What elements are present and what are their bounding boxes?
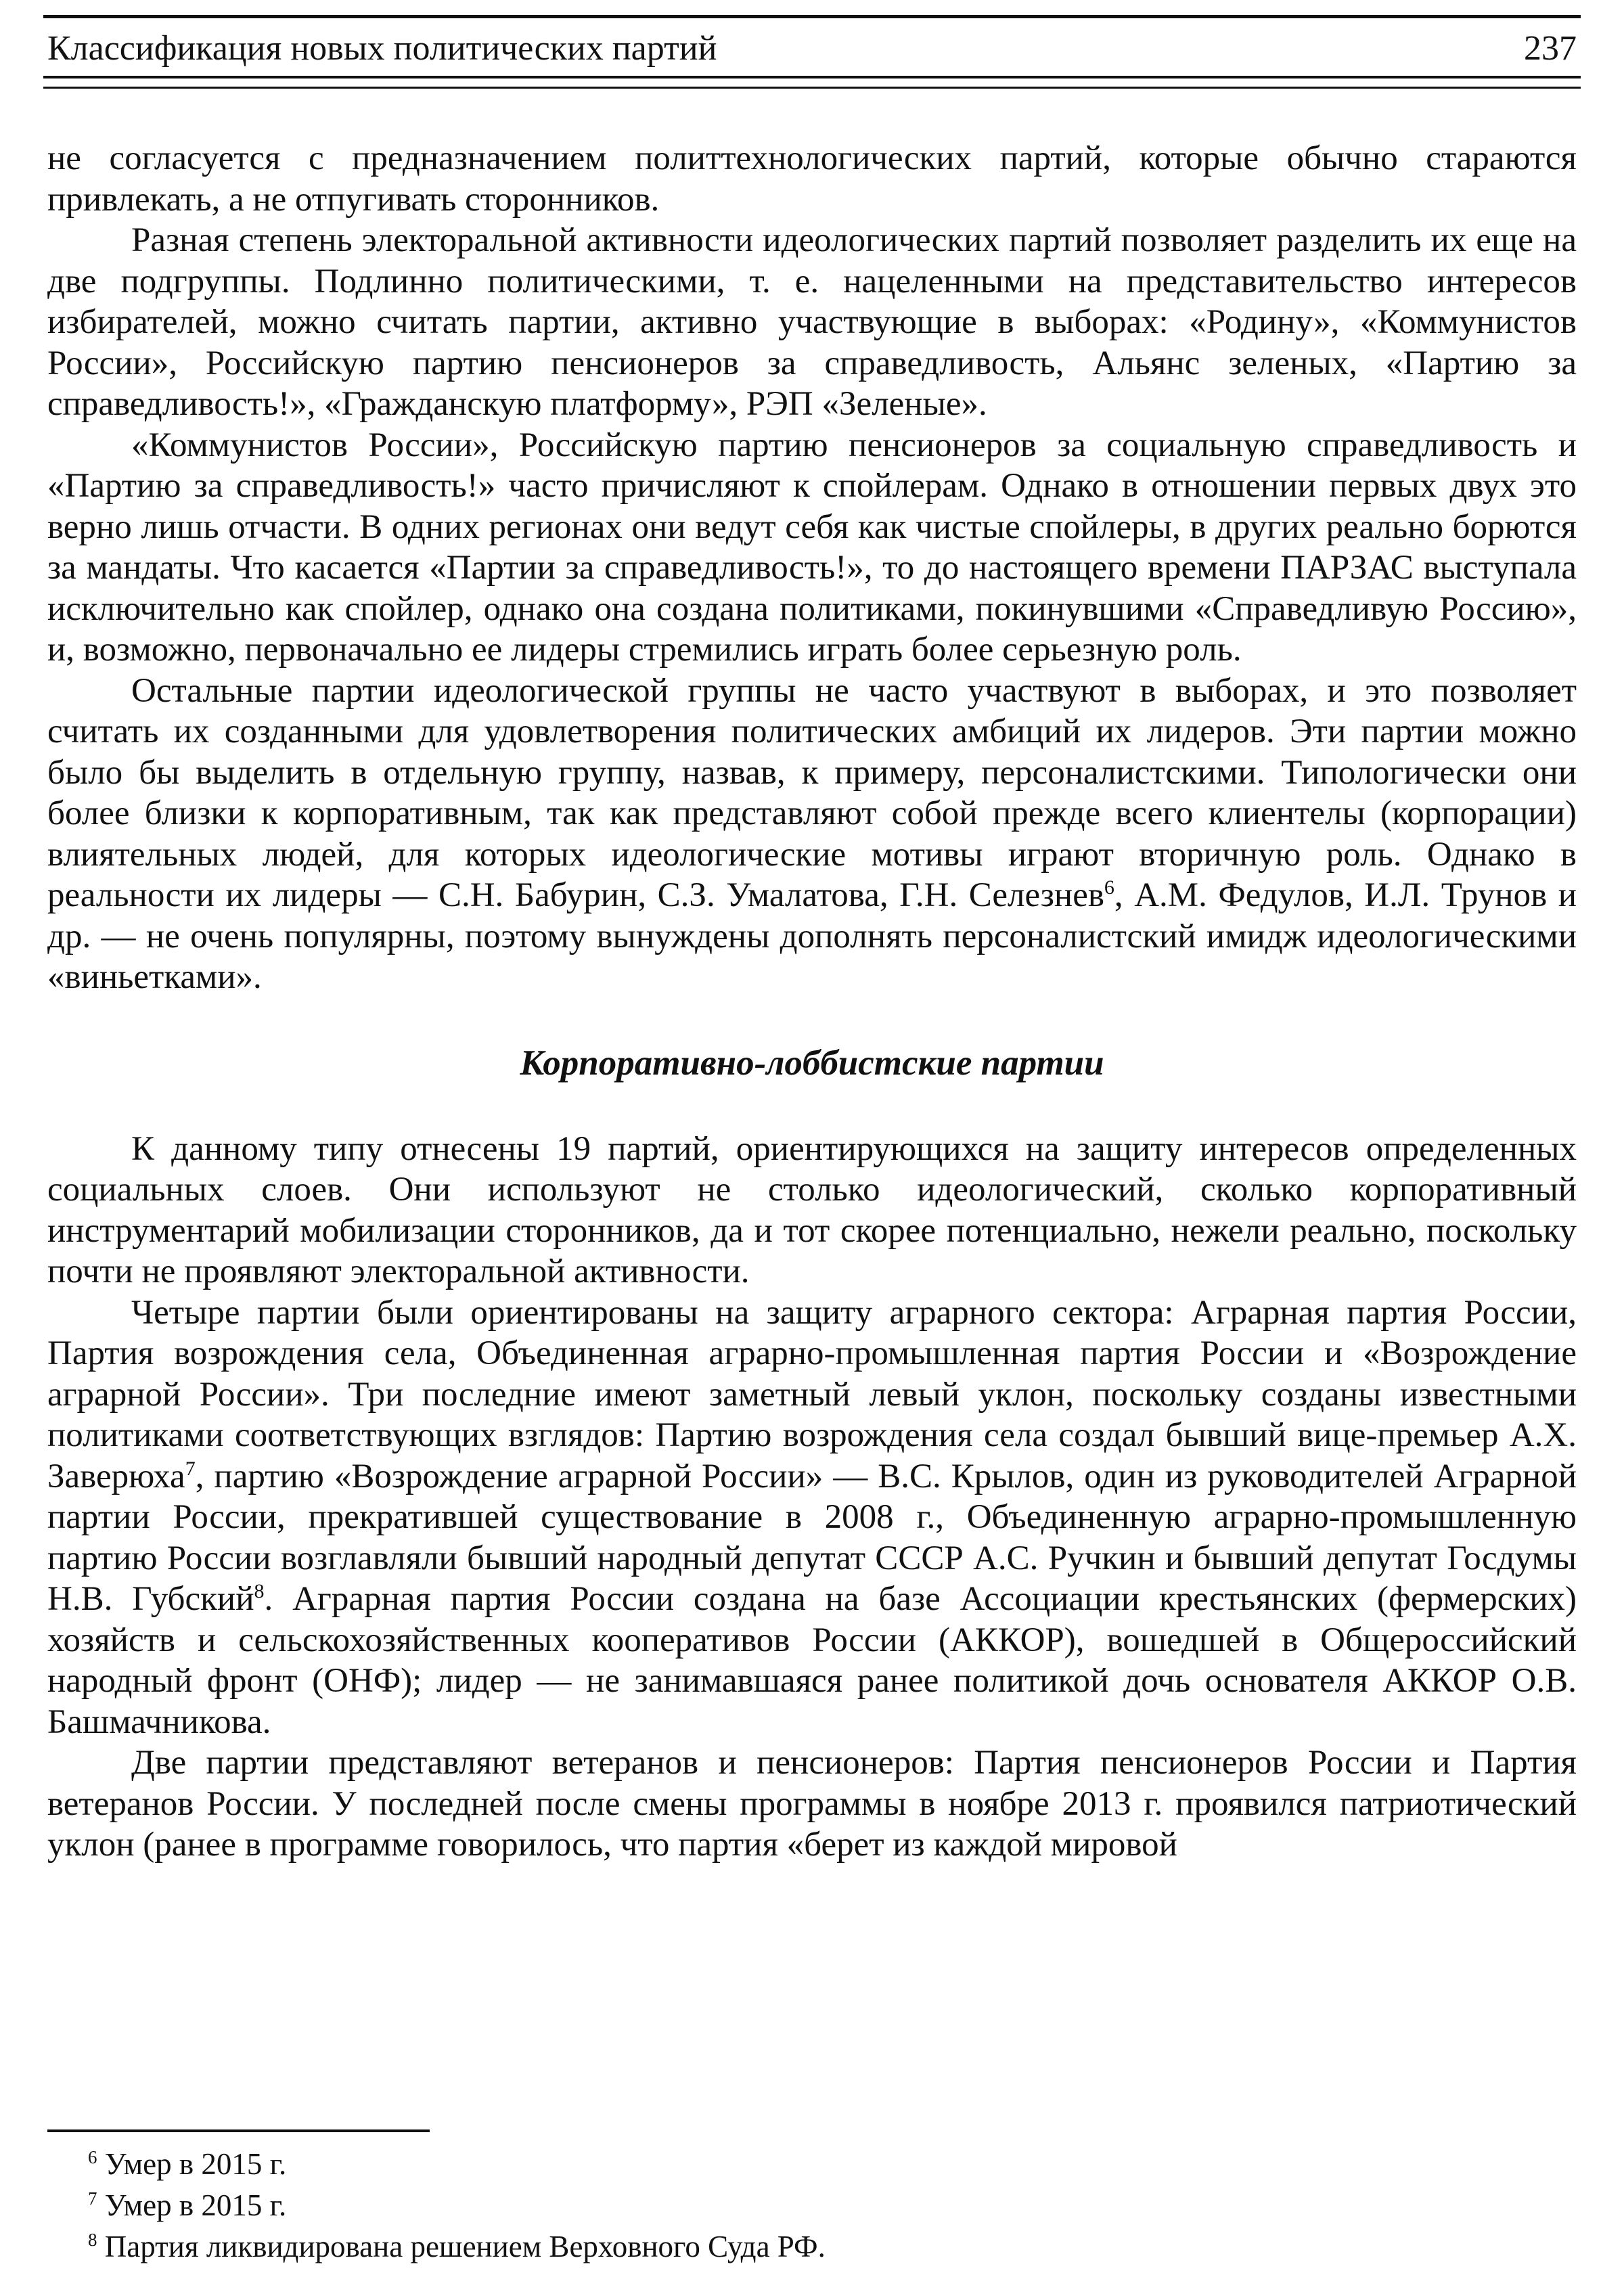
footnote-ref-7[interactable]: 7 [185, 1457, 196, 1480]
paragraph-text: Остальные партии идеологической группы не часто участвуют в выборах, и это позволяет считать их созданными для удовлетворения политических амбиций их лидеров. Эти партии можно было бы выделить в отдельную группу, назвав, к примеру, персоналистскими. Типологически они более близки к корпоративным, так как представляют собой прежде всего клиентелы (корпорации) влиятельных людей, для которых идеологические мотивы играют вторичную роль. Однако в реальности их лидеры — С.Н. Бабурин, С.З. Умалатова, Г.Н. Селезнев [47, 671, 1577, 914]
section-heading: Корпоративно-лоббистские партии [520, 1043, 1104, 1083]
footnote-mark: 6 [88, 2147, 97, 2167]
footnote-6 [88, 2144, 1577, 2185]
paragraph-text: , партию «Возрождение аграрной России» — В.С. Крылов, один из руководителей Аграрной партии России, прекратившей существование в 2008 г., Объединенную аграрно-промышленную партию России возглавляли бывший народный депутат СССР А.С. Ручкин и бывший депутат Госдумы Н.В. Губский [47, 1457, 1577, 1618]
footnotes [88, 2144, 1577, 2268]
paragraph-text: . Аграрная партия России создана на базе Ассоциации крестьянских (фермерских) хозяйств и сельскохозяйственных кооперативов России (АККОР), вошедшей в Общероссийский народный фронт (ОНФ); лидер — не занимавшаяся ранее политикой дочь основателя АККОР О.В. Башмачникова. [47, 1580, 1577, 1741]
footnote-ref-8[interactable]: 8 [254, 1580, 265, 1602]
running-head [47, 27, 1577, 70]
footnote-text: Партия ликвидирована решением Верховного Суда РФ. [97, 2230, 826, 2263]
paragraph-agrarian-parties [47, 1292, 1577, 1743]
paragraph-personalist-parties [47, 671, 1577, 998]
footnote-mark: 8 [88, 2230, 97, 2250]
paragraph-spoilers: «Коммунистов России», Российскую партию пенсионеров за социальную справедливость и «Партию за справедливость!» часто причисляют к спойлерам. Однако в отношении первых двух это верно лишь отчасти. В одних регионах они ведут себя как чистые спойлеры, в других реально борются за мандаты. Что касается «Партии за справедливость!», то до настоящего времени ПАРЗАС выступала исключительно как спойлер, однако она создана политиками, покинувшими «Справедливую Россию», и, возможно, первоначально ее лидеры стремились играть более серьезную роль. [47, 426, 1577, 669]
body-text [47, 138, 1577, 1866]
running-title: Классификация новых политических партий [47, 29, 717, 68]
page-number: 237 [1524, 29, 1577, 68]
footnote-7 [88, 2185, 1577, 2226]
header-rule-top [43, 15, 1581, 18]
paragraph-veterans-pensioners: Две партии представляют ветеранов и пенсионеров: Партия пенсионеров России и Партия ветеранов России. У последней после смены программы в ноябре 2013 г. проявился патриотический уклон (ранее в программе говорилось, что партия «берет из каждой мировой [47, 1744, 1577, 1864]
footnote-mark: 7 [88, 2188, 97, 2209]
paragraph-corporate-type: К данному типу отнесены 19 партий, ориентирующихся на защиту интересов определенных социальных слоев. Они используют не столько идеологический, сколько корпоративный инструментарий мобилизации сторонников, да и тот скорее потенциально, нежели реально, поскольку почти не проявляют электоральной активности. [47, 1129, 1577, 1290]
footnote-8 [88, 2226, 1577, 2268]
footnote-rule [47, 2129, 430, 2132]
footnote-text: Умер в 2015 г. [97, 2147, 287, 2181]
paragraph-continuation: не согласуется с предназначением политтехнологических партий, которые обычно стараются привлекать, а не отпугивать сторонников. [47, 139, 1577, 219]
footnote-ref-6[interactable]: 6 [1104, 876, 1114, 899]
header-rule-bottom [43, 76, 1581, 89]
paragraph-text: Четыре партии были ориентированы на защиту аграрного сектора: Аграрная партия России, Партия возрождения села, Объединенная аграрно-промышленная партия России и «Возрождение аграрной России». Три последние имеют заметный левый уклон, поскольку созданы известными политиками соответствующих взглядов: Партию возрождения села создал бывший вице-премьер А.Х. Заверюха [47, 1293, 1577, 1495]
paragraph-ideological-subgroups: Разная степень электоральной активности идеологических партий позволяет разделить их еще на две подгруппы. Подлинно политическими, т. е. нацеленными на представительство интересов избирателей, можно считать партии, активно участвующие в выборах: «Родину», «Коммунистов России», Российскую партию пенсионеров за справедливость, Альянс зеленых, «Партию за справедливость!», «Гражданскую платформу», РЭП «Зеленые». [47, 221, 1577, 423]
paragraph-text: , А.М. Федулов, И.Л. Трунов и др. — не очень популярны, поэтому вынуждены дополнять персоналистский имидж идеологическими «виньетками». [47, 876, 1577, 996]
footnote-text: Умер в 2015 г. [97, 2188, 287, 2222]
